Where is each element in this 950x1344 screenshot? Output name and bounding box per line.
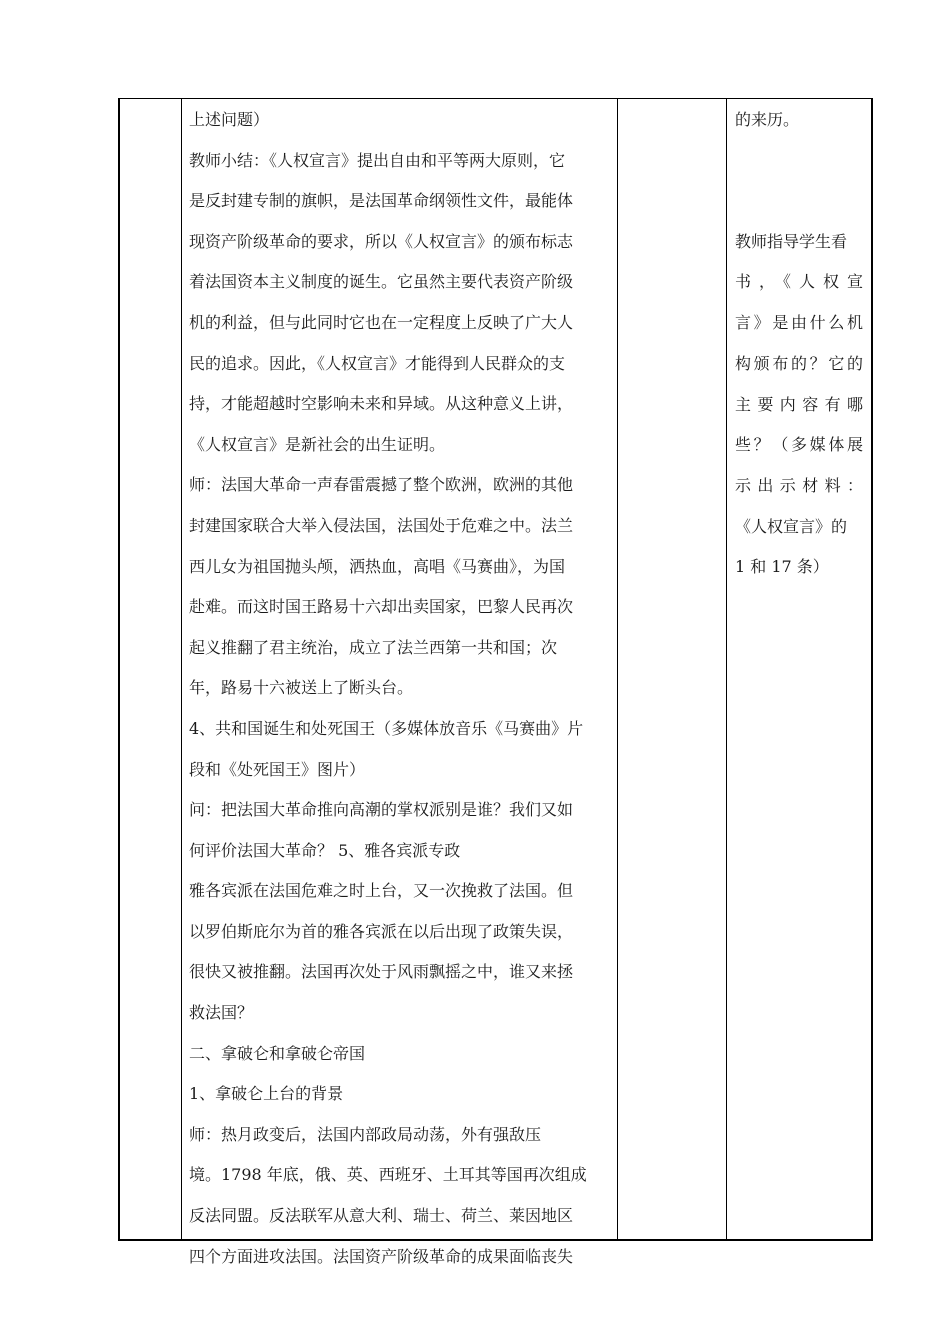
- column-divider-1: [181, 98, 182, 1241]
- text-line: 师：法国大革命一声春雷震撼了整个欧洲，欧洲的其他: [189, 475, 574, 495]
- text-line: 民的追求。因此，《人权宣言》才能得到人民群众的支: [189, 353, 566, 373]
- text-line: 很快又被推翻。法国再次处于风雨飘摇之中，谁又来拯: [189, 962, 574, 982]
- text-line: 现资产阶级革命的要求，所以《人权宣言》的颁布标志: [189, 231, 574, 251]
- column-divider-2: [617, 98, 618, 1241]
- text-line: 四个方面进攻法国。法国资产阶级革命的成果面临丧失: [189, 1246, 574, 1266]
- text-line: 年，路易十六被送上了断头台。: [189, 678, 414, 698]
- text-line: 封建国家联合大举入侵法国，法国处于危难之中。法兰: [189, 515, 574, 535]
- note-line: 言》是由什么机: [735, 313, 863, 333]
- note-line: 主要内容有哪: [735, 394, 863, 414]
- lesson-plan-table: [118, 98, 873, 1266]
- text-line: 起义推翻了君主统治，成立了法兰西第一共和国；次: [189, 637, 558, 657]
- table-top-border: [118, 98, 873, 99]
- note-line: 些？（多媒体展: [735, 435, 863, 455]
- text-line: 1、拿破仑上台的背景: [189, 1084, 344, 1104]
- text-line: 二、拿破仑和拿破仑帝国: [189, 1043, 366, 1063]
- note-line: 构颁布的？它的: [735, 353, 863, 373]
- text-line: 西儿女为祖国抛头颅，洒热血，高唱《马赛曲》，为国: [189, 556, 566, 576]
- text-line: 教师小结：《人权宣言》提出自由和平等两大原则，它: [189, 150, 566, 170]
- text-line: 着法国资本主义制度的诞生。它虽然主要代表资产阶级: [189, 272, 574, 292]
- text-line: 问：把法国大革命推向高潮的掌权派别是谁？我们又如: [189, 800, 574, 820]
- text-line: 境。1798 年底，俄、英、西班牙、土耳其等国再次组成: [189, 1165, 587, 1185]
- text-line: 上述问题）: [189, 110, 270, 129]
- note-line: 书，《人权宣: [735, 272, 863, 292]
- text-line: 4、共和国诞生和处死国王（多媒体放音乐《马赛曲》片: [189, 718, 584, 738]
- column-divider-3: [726, 98, 727, 1241]
- table-left-border: [118, 98, 120, 1241]
- text-line: 师：热月政变后，法国内部政局动荡，外有强敌压: [189, 1124, 542, 1144]
- teaching-process-column: [189, 100, 613, 1277]
- table-right-border: [871, 98, 873, 1241]
- text-line: 反法同盟。反法联军从意大利、瑞士、荷兰、莱因地区: [189, 1206, 574, 1226]
- note-line: 示出示材料：: [735, 475, 863, 495]
- text-line: 机的利益，但与此同时它也在一定程度上反映了广大人: [189, 312, 574, 332]
- text-line: 段和《处死国王》图片）: [189, 759, 366, 779]
- notes-spacer: [735, 141, 863, 222]
- note-line: 《人权宣言》的: [735, 516, 848, 536]
- text-line: 救法国？: [189, 1003, 254, 1023]
- text-line: 何评价法国大革命？ 5、雅各宾派专政: [189, 840, 461, 860]
- text-line: 《人权宣言》是新社会的出生证明。: [189, 434, 446, 454]
- text-line: 雅各宾派在法国危难之时上台，又一次挽救了法国。但: [189, 881, 574, 901]
- note-line: 教师指导学生看: [735, 231, 848, 251]
- text-line: 是反封建专制的旗帜，是法国革命纲领性文件，最能体: [189, 191, 574, 211]
- notes-column: [735, 100, 863, 588]
- notes-first-line: 的来历。: [735, 110, 800, 129]
- note-line: 1 和 17 条）: [735, 557, 829, 577]
- notes-lines: [735, 222, 863, 588]
- text-line: 持，才能超越时空影响未来和异域。从这种意义上讲，: [189, 394, 574, 414]
- text-line: 赴难。而这时国王路易十六却出卖国家，巴黎人民再次: [189, 597, 574, 617]
- text-line: 以罗伯斯庇尔为首的雅各宾派在以后出现了政策失误，: [189, 921, 574, 941]
